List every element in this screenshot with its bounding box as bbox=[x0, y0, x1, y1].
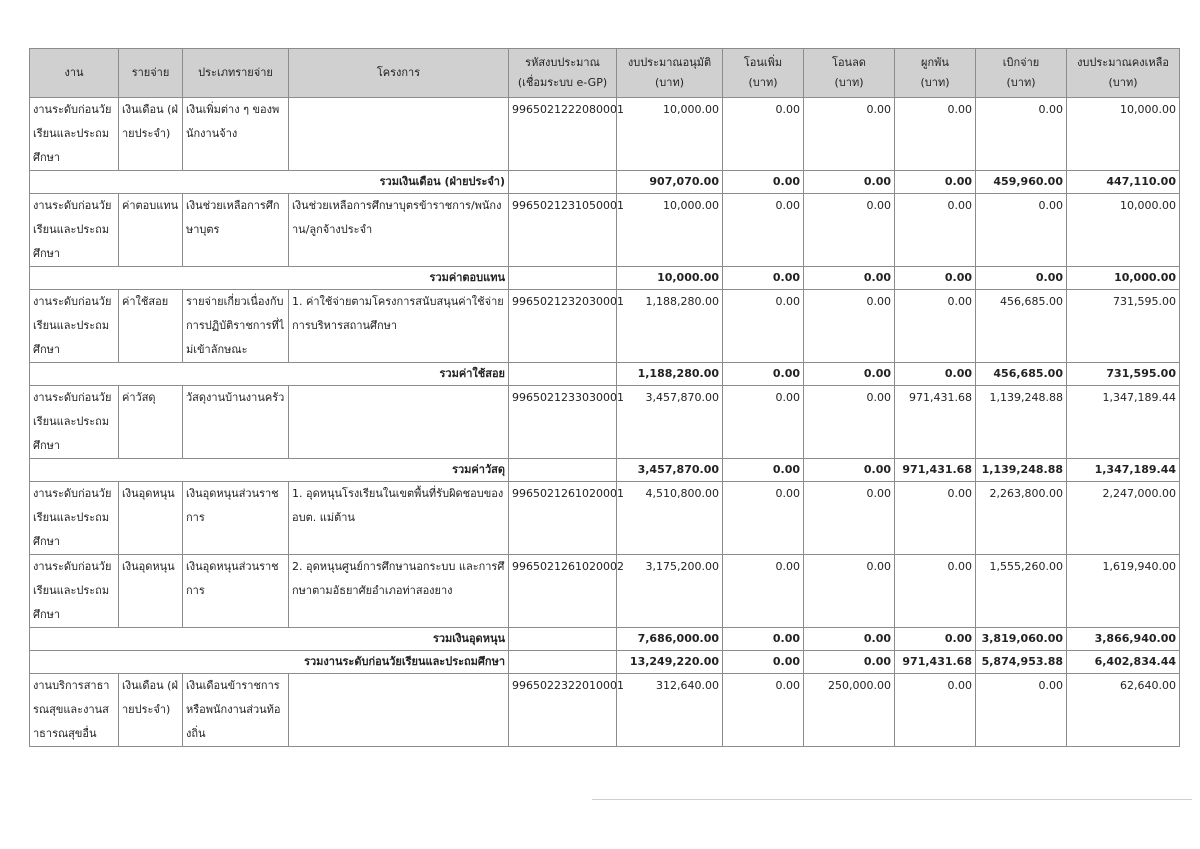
cell-transfer-out: 0.00 bbox=[804, 267, 895, 290]
column-header-transfer-in: โอนเพิ่ม (บาท) bbox=[723, 49, 804, 98]
cell-expense: ค่าตอบแทน bbox=[119, 194, 183, 267]
cell-transfer-out: 0.00 bbox=[804, 386, 895, 459]
section-total-row bbox=[30, 651, 1180, 674]
cell-remaining: 2,247,000.00 bbox=[1067, 482, 1180, 555]
cell-transfer-in: 0.00 bbox=[723, 386, 804, 459]
cell-project bbox=[289, 674, 509, 747]
cell-committed: 0.00 bbox=[895, 555, 976, 628]
cell-budget-code bbox=[509, 628, 617, 651]
cell-committed: 971,431.68 bbox=[895, 459, 976, 482]
cell-remaining: 10,000.00 bbox=[1067, 194, 1180, 267]
cell-expense: เงินอุดหนุน bbox=[119, 482, 183, 555]
cell-approved: 3,457,870.00 bbox=[617, 459, 723, 482]
cell-transfer-out: 0.00 bbox=[804, 555, 895, 628]
cell-approved: 10,000.00 bbox=[617, 194, 723, 267]
cell-transfer-out: 250,000.00 bbox=[804, 674, 895, 747]
table-row bbox=[30, 386, 1180, 459]
cell-remaining: 1,619,940.00 bbox=[1067, 555, 1180, 628]
column-header-transfer-out: โอนลด (บาท) bbox=[804, 49, 895, 98]
cell-approved: 907,070.00 bbox=[617, 171, 723, 194]
cell-budget-code: 9965021233030001 bbox=[509, 386, 617, 459]
cell-expense: เงินเดือน (ฝ่ายประจำ) bbox=[119, 674, 183, 747]
cell-transfer-out: 0.00 bbox=[804, 194, 895, 267]
cell-disbursed: 0.00 bbox=[976, 267, 1067, 290]
cell-budget-code bbox=[509, 171, 617, 194]
cell-transfer-in: 0.00 bbox=[723, 171, 804, 194]
cell-remaining: 731,595.00 bbox=[1067, 290, 1180, 363]
cell-committed: 0.00 bbox=[895, 98, 976, 171]
cell-transfer-out: 0.00 bbox=[804, 363, 895, 386]
cell-expense-type: วัสดุงานบ้านงานครัว bbox=[183, 386, 289, 459]
cell-remaining: 447,110.00 bbox=[1067, 171, 1180, 194]
cell-budget-code bbox=[509, 459, 617, 482]
cell-transfer-in: 0.00 bbox=[723, 363, 804, 386]
cell-work: งานระดับก่อนวัยเรียนและประถมศึกษา bbox=[30, 482, 119, 555]
cell-project: 2. อุดหนุนศูนย์การศึกษานอกระบบ และการศึกษาตามอัธยาศัยอำเภอท่าสองยาง bbox=[289, 555, 509, 628]
cell-remaining: 6,402,834.44 bbox=[1067, 651, 1180, 674]
subtotal-row bbox=[30, 459, 1180, 482]
cell-expense: เงินเดือน (ฝ่ายประจำ) bbox=[119, 98, 183, 171]
table-row bbox=[30, 194, 1180, 267]
column-header-budget-code: รหัสงบประมาณ (เชื่อมระบบ e-GP) bbox=[509, 49, 617, 98]
subtotal-row bbox=[30, 267, 1180, 290]
cell-budget-code: 9965021232030001 bbox=[509, 290, 617, 363]
column-header-expense-type: ประเภทรายจ่าย bbox=[183, 49, 289, 98]
subtotal-label: รวมค่าตอบแทน bbox=[30, 267, 509, 290]
section-total-label: รวมงานระดับก่อนวัยเรียนและประถมศึกษา bbox=[30, 651, 509, 674]
cell-approved: 312,640.00 bbox=[617, 674, 723, 747]
column-header-disbursed: เบิกจ่าย (บาท) bbox=[976, 49, 1067, 98]
cell-remaining: 10,000.00 bbox=[1067, 267, 1180, 290]
table-row bbox=[30, 674, 1180, 747]
cell-transfer-in: 0.00 bbox=[723, 98, 804, 171]
cell-approved: 1,188,280.00 bbox=[617, 363, 723, 386]
cell-disbursed: 0.00 bbox=[976, 674, 1067, 747]
cell-committed: 0.00 bbox=[895, 628, 976, 651]
subtotal-row bbox=[30, 363, 1180, 386]
cell-expense: เงินอุดหนุน bbox=[119, 555, 183, 628]
cell-committed: 971,431.68 bbox=[895, 651, 976, 674]
cell-approved: 1,188,280.00 bbox=[617, 290, 723, 363]
cell-budget-code bbox=[509, 651, 617, 674]
cell-disbursed: 0.00 bbox=[976, 98, 1067, 171]
cell-project bbox=[289, 386, 509, 459]
cell-remaining: 62,640.00 bbox=[1067, 674, 1180, 747]
budget-table bbox=[29, 48, 1180, 747]
subtotal-label: รวมเงินเดือน (ฝ่ายประจำ) bbox=[30, 171, 509, 194]
cell-project: 1. ค่าใช้จ่ายตามโครงการสนับสนุนค่าใช้จ่ายการบริหารสถานศึกษา bbox=[289, 290, 509, 363]
cell-committed: 0.00 bbox=[895, 171, 976, 194]
cell-approved: 10,000.00 bbox=[617, 267, 723, 290]
cell-committed: 0.00 bbox=[895, 194, 976, 267]
cell-work: งานระดับก่อนวัยเรียนและประถมศึกษา bbox=[30, 555, 119, 628]
cell-transfer-in: 0.00 bbox=[723, 290, 804, 363]
cell-transfer-in: 0.00 bbox=[723, 555, 804, 628]
cell-transfer-in: 0.00 bbox=[723, 482, 804, 555]
cell-expense-type: เงินเดือนข้าราชการ หรือพนักงานส่วนท้องถิ่น bbox=[183, 674, 289, 747]
cell-project: เงินช่วยเหลือการศึกษาบุตรข้าราชการ/พนักงาน/ลูกจ้างประจำ bbox=[289, 194, 509, 267]
cell-disbursed: 1,555,260.00 bbox=[976, 555, 1067, 628]
cell-budget-code: 9965021231050001 bbox=[509, 194, 617, 267]
cell-committed: 0.00 bbox=[895, 674, 976, 747]
cell-committed: 0.00 bbox=[895, 482, 976, 555]
cell-remaining: 731,595.00 bbox=[1067, 363, 1180, 386]
cell-project: 1. อุดหนุนโรงเรียนในเขตพื้นที่รับผิดชอบของ อบต. แม่ต้าน bbox=[289, 482, 509, 555]
cell-expense: ค่าใช้สอย bbox=[119, 290, 183, 363]
cell-budget-code: 9965022322010001 bbox=[509, 674, 617, 747]
cell-transfer-in: 0.00 bbox=[723, 674, 804, 747]
column-header-expense: รายจ่าย bbox=[119, 49, 183, 98]
cell-expense-type: เงินอุดหนุนส่วนราชการ bbox=[183, 482, 289, 555]
column-header-project: โครงการ bbox=[289, 49, 509, 98]
cell-remaining: 3,866,940.00 bbox=[1067, 628, 1180, 651]
cell-transfer-in: 0.00 bbox=[723, 459, 804, 482]
cell-work: งานระดับก่อนวัยเรียนและประถมศึกษา bbox=[30, 98, 119, 171]
cell-budget-code bbox=[509, 267, 617, 290]
cell-disbursed: 5,874,953.88 bbox=[976, 651, 1067, 674]
cell-expense: ค่าวัสดุ bbox=[119, 386, 183, 459]
cell-work: งานระดับก่อนวัยเรียนและประถมศึกษา bbox=[30, 386, 119, 459]
cell-budget-code: 9965021261020002 bbox=[509, 555, 617, 628]
cell-transfer-in: 0.00 bbox=[723, 194, 804, 267]
cell-approved: 13,249,220.00 bbox=[617, 651, 723, 674]
cell-transfer-out: 0.00 bbox=[804, 459, 895, 482]
cell-committed: 0.00 bbox=[895, 363, 976, 386]
cell-approved: 3,457,870.00 bbox=[617, 386, 723, 459]
cell-disbursed: 459,960.00 bbox=[976, 171, 1067, 194]
cell-expense-type: เงินอุดหนุนส่วนราชการ bbox=[183, 555, 289, 628]
column-header-work: งาน bbox=[30, 49, 119, 98]
cell-transfer-out: 0.00 bbox=[804, 98, 895, 171]
cell-work: งานระดับก่อนวัยเรียนและประถมศึกษา bbox=[30, 290, 119, 363]
column-header-committed: ผูกพัน (บาท) bbox=[895, 49, 976, 98]
cell-approved: 7,686,000.00 bbox=[617, 628, 723, 651]
cell-approved: 10,000.00 bbox=[617, 98, 723, 171]
cell-transfer-out: 0.00 bbox=[804, 290, 895, 363]
cell-disbursed: 1,139,248.88 bbox=[976, 459, 1067, 482]
cell-disbursed: 456,685.00 bbox=[976, 363, 1067, 386]
cell-transfer-in: 0.00 bbox=[723, 267, 804, 290]
table-row bbox=[30, 555, 1180, 628]
subtotal-row bbox=[30, 171, 1180, 194]
cell-transfer-out: 0.00 bbox=[804, 171, 895, 194]
cell-disbursed: 2,263,800.00 bbox=[976, 482, 1067, 555]
table-row bbox=[30, 482, 1180, 555]
cell-transfer-out: 0.00 bbox=[804, 651, 895, 674]
cell-remaining: 10,000.00 bbox=[1067, 98, 1180, 171]
cell-disbursed: 0.00 bbox=[976, 194, 1067, 267]
cell-budget-code: 9965021261020001 bbox=[509, 482, 617, 555]
table-row bbox=[30, 98, 1180, 171]
cell-work: งานบริการสาธารณสุขและงานสาธารณสุขอื่น bbox=[30, 674, 119, 747]
cell-committed: 0.00 bbox=[895, 290, 976, 363]
table-header-row bbox=[30, 49, 1180, 98]
subtotal-label: รวมเงินอุดหนุน bbox=[30, 628, 509, 651]
cell-work: งานระดับก่อนวัยเรียนและประถมศึกษา bbox=[30, 194, 119, 267]
cell-committed: 0.00 bbox=[895, 267, 976, 290]
cell-remaining: 1,347,189.44 bbox=[1067, 386, 1180, 459]
table-row bbox=[30, 290, 1180, 363]
cell-disbursed: 3,819,060.00 bbox=[976, 628, 1067, 651]
cell-project bbox=[289, 98, 509, 171]
cell-transfer-out: 0.00 bbox=[804, 482, 895, 555]
cell-transfer-in: 0.00 bbox=[723, 628, 804, 651]
cell-budget-code: 9965021222080001 bbox=[509, 98, 617, 171]
cell-committed: 971,431.68 bbox=[895, 386, 976, 459]
cell-budget-code bbox=[509, 363, 617, 386]
cell-approved: 3,175,200.00 bbox=[617, 555, 723, 628]
cell-disbursed: 1,139,248.88 bbox=[976, 386, 1067, 459]
cell-remaining: 1,347,189.44 bbox=[1067, 459, 1180, 482]
cell-expense-type: เงินช่วยเหลือการศึกษาบุตร bbox=[183, 194, 289, 267]
bottom-divider bbox=[592, 799, 1192, 800]
cell-transfer-in: 0.00 bbox=[723, 651, 804, 674]
cell-expense-type: เงินเพิ่มต่าง ๆ ของพนักงานจ้าง bbox=[183, 98, 289, 171]
cell-transfer-out: 0.00 bbox=[804, 628, 895, 651]
subtotal-label: รวมค่าวัสดุ bbox=[30, 459, 509, 482]
cell-expense-type: รายจ่ายเกี่ยวเนื่องกับการปฏิบัติราชการที่ไม่เข้าลักษณะ bbox=[183, 290, 289, 363]
cell-disbursed: 456,685.00 bbox=[976, 290, 1067, 363]
column-header-approved: งบประมาณอนุมัติ (บาท) bbox=[617, 49, 723, 98]
subtotal-row bbox=[30, 628, 1180, 651]
column-header-remaining: งบประมาณคงเหลือ (บาท) bbox=[1067, 49, 1180, 98]
subtotal-label: รวมค่าใช้สอย bbox=[30, 363, 509, 386]
cell-approved: 4,510,800.00 bbox=[617, 482, 723, 555]
